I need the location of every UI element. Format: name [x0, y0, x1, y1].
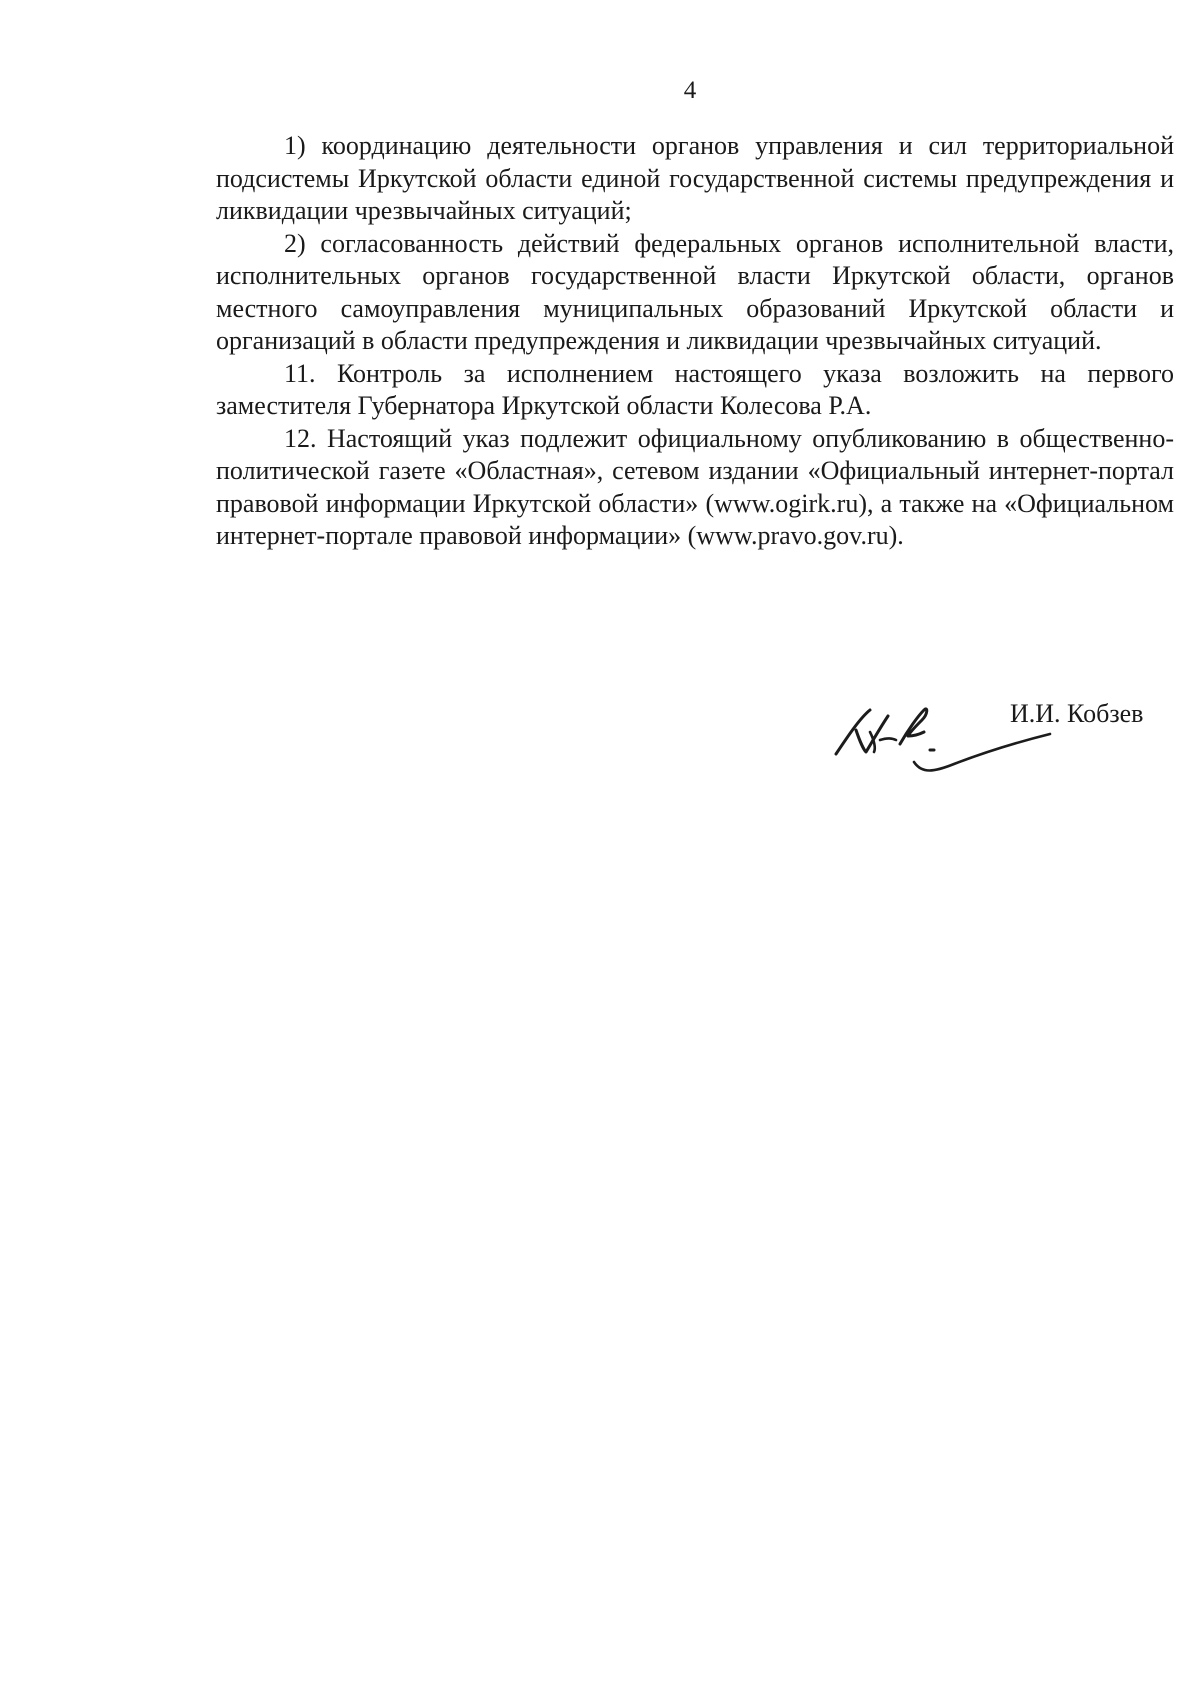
paragraph-control: 11. Контроль за исполнением настоящего указа возложить на первого заместителя Губернатора Иркутской области Колесова Р.А.: [216, 358, 1174, 420]
paragraph-consistency: 2) согласованность действий федеральных органов исполнительной власти, исполнительных органов государственной власти Иркутской области, органов местного самоуправления муниципальных образований Иркутской области и организаций в области предупреждения и ликвидации чрезвычайных ситуаций.: [216, 228, 1174, 355]
paragraph-coordination: 1) координацию деятельности органов управления и сил территориальной подсистемы Иркутской области единой государственной системы предупреждения и ликвидации чрезвычайных ситуаций;: [216, 131, 1174, 225]
signature-block: [830, 690, 1170, 790]
paragraph-publication: 12. Настоящий указ подлежит официальному опубликованию в общественно-политической газете «Областная», сетевом издании «Официальный интернет-портал правовой информации Иркутской области» (www.ogirk.ru), а также на «Официальном интернет-портале правовой информации» (www.pravo.gov.ru).: [216, 423, 1174, 550]
signer-name: И.И. Кобзев: [1010, 699, 1144, 728]
document-body: [216, 130, 1174, 553]
page-number: 4: [683, 77, 697, 104]
